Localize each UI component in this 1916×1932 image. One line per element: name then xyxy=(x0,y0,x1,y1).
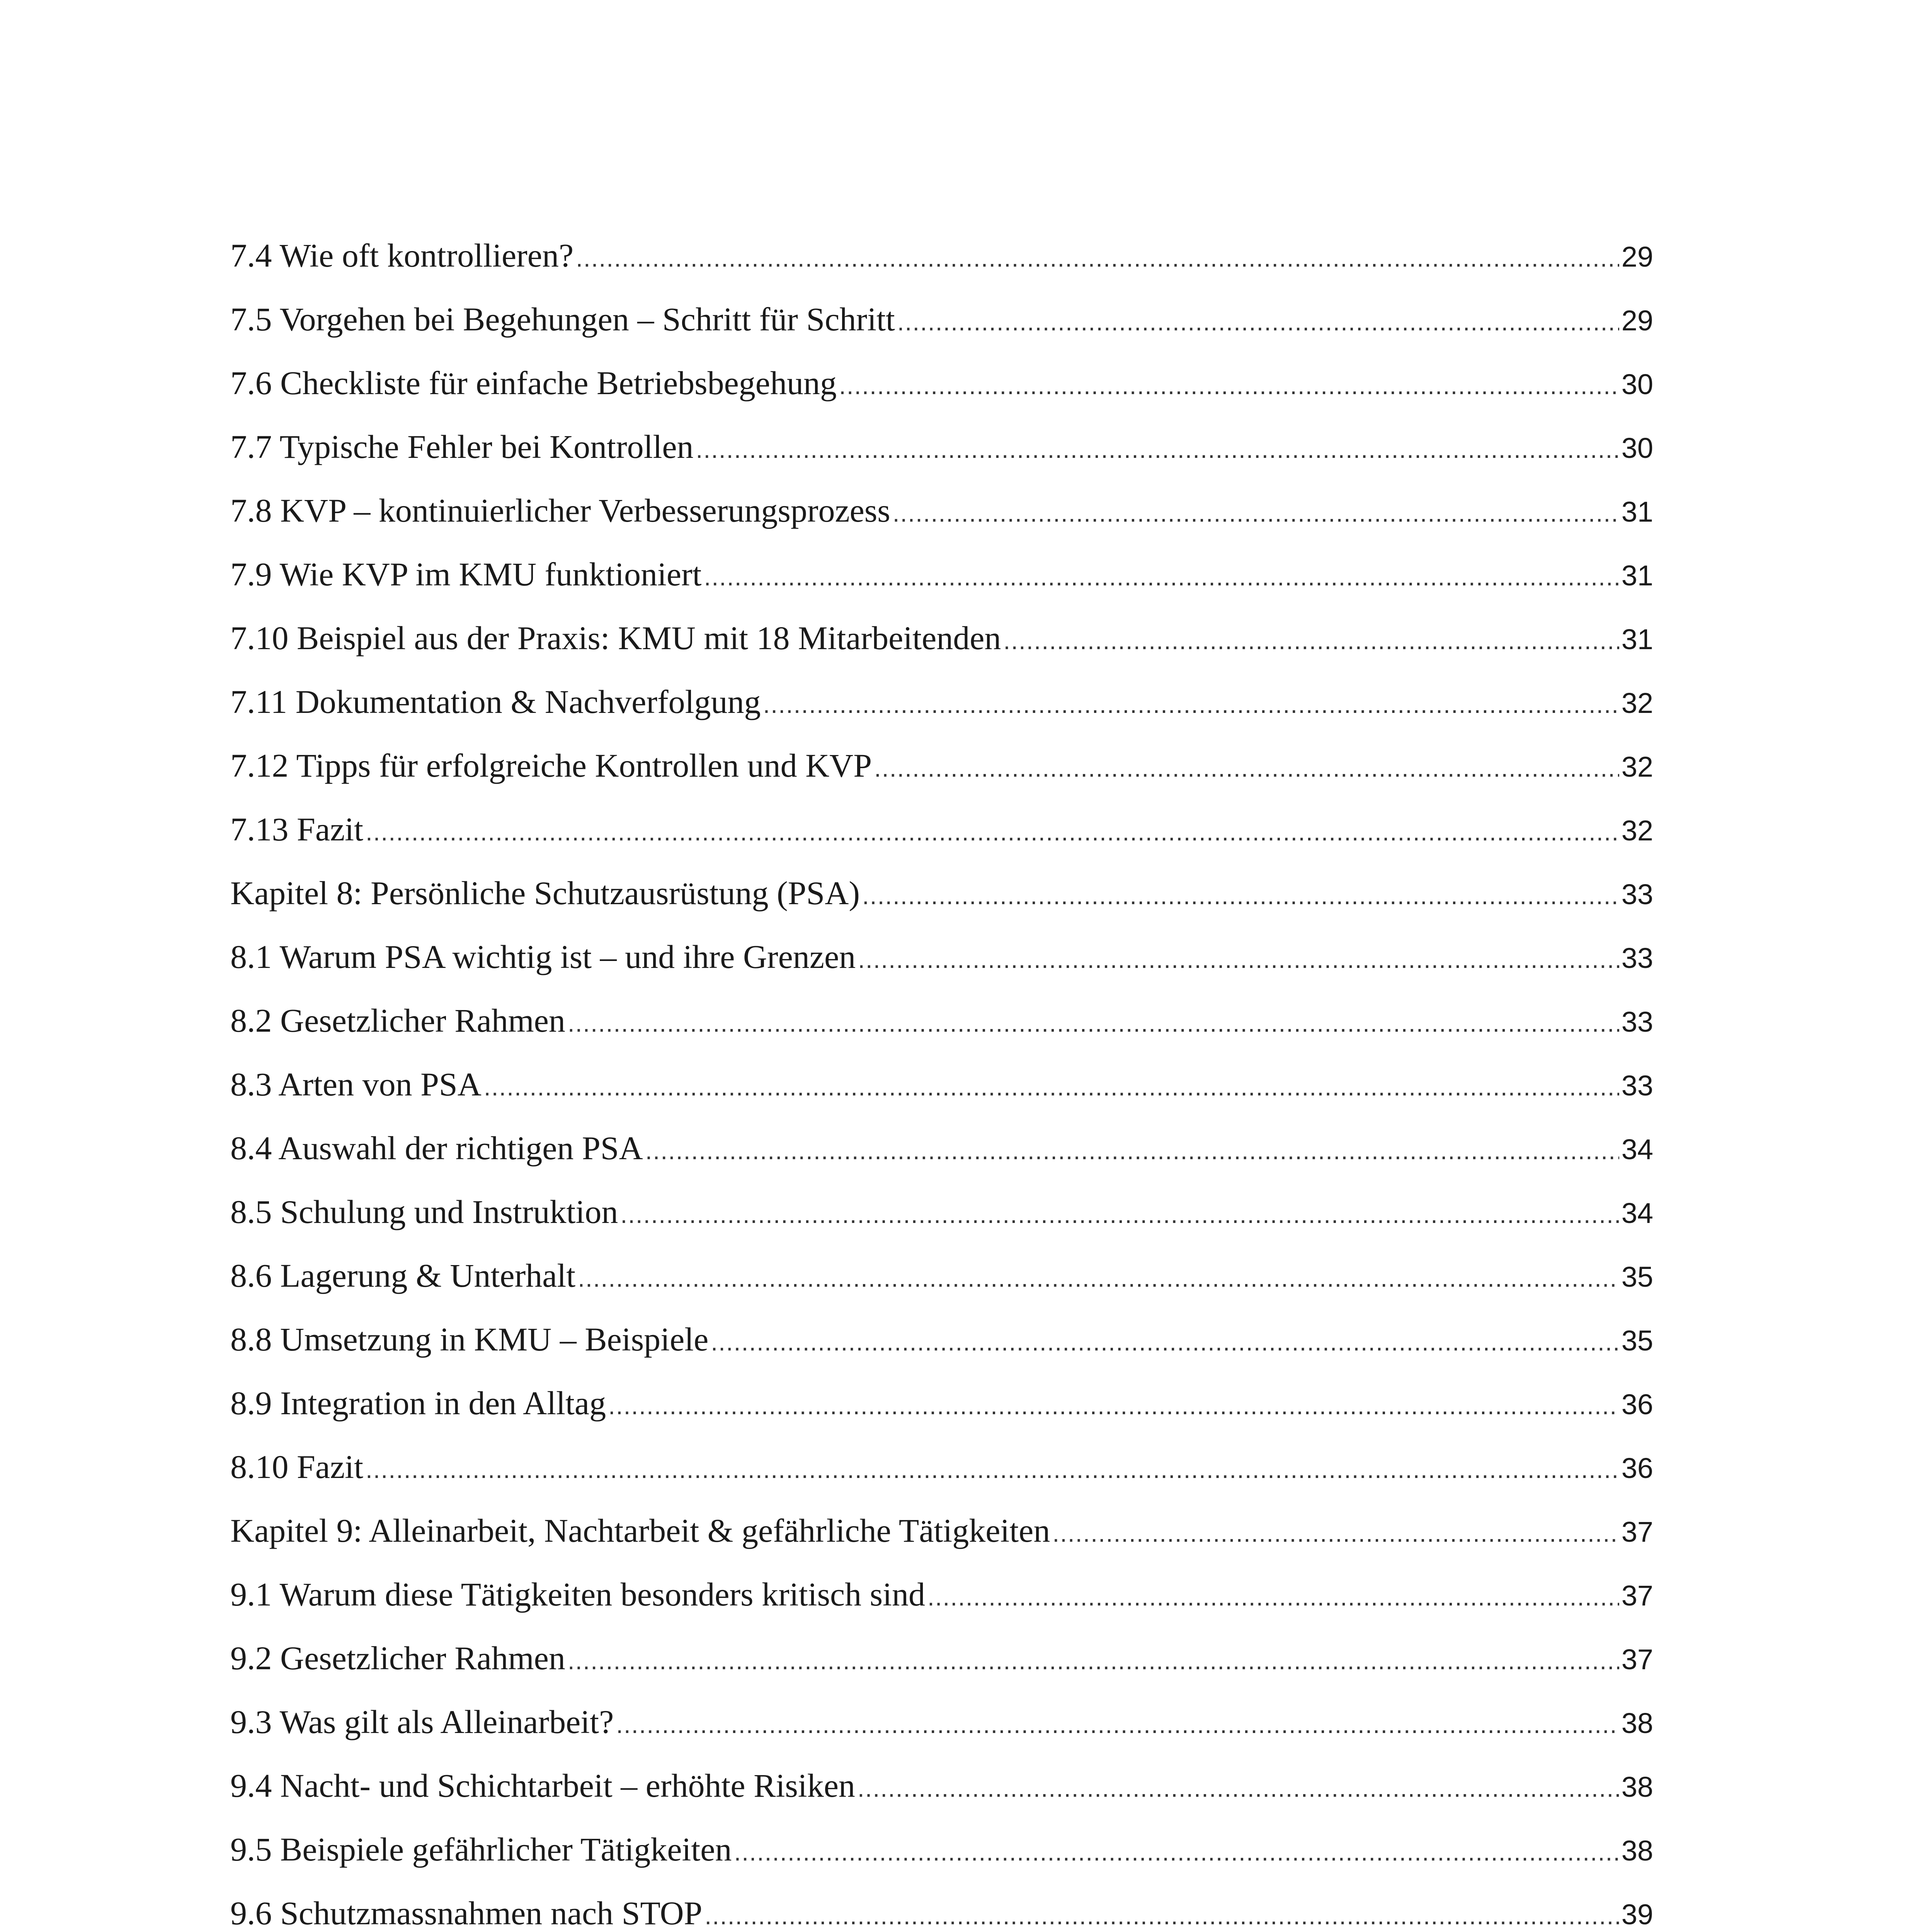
toc-entry[interactable] xyxy=(230,869,1653,933)
toc-entry[interactable] xyxy=(230,232,1653,296)
toc-entry-title: 8.5 Schulung und Instruktion xyxy=(230,1193,618,1230)
toc-leader-dots xyxy=(734,1837,1619,1867)
toc-entry[interactable] xyxy=(230,933,1653,997)
toc-entry-title: Kapitel 9: Alleinarbeit, Nachtarbeit & gefährliche Tätigkeiten xyxy=(230,1512,1050,1549)
toc-leader-dots xyxy=(578,1263,1619,1293)
toc-entry[interactable] xyxy=(230,1507,1653,1571)
toc-entry[interactable] xyxy=(230,1826,1653,1889)
toc-entry[interactable] xyxy=(230,742,1653,806)
toc-entry-page: 31 xyxy=(1621,560,1653,592)
toc-leader-dots xyxy=(366,1454,1619,1485)
toc-entry-page: 38 xyxy=(1621,1707,1653,1739)
toc-entry-page: 33 xyxy=(1621,942,1653,974)
toc-leader-dots xyxy=(608,1391,1619,1421)
toc-entry-title: 9.3 Was gilt als Alleinarbeit? xyxy=(230,1703,614,1740)
toc-entry-title: 8.6 Lagerung & Unterhalt xyxy=(230,1257,576,1294)
toc-entry[interactable] xyxy=(230,296,1653,359)
toc-entry[interactable] xyxy=(230,1379,1653,1443)
toc-entry-title: 7.10 Beispiel aus der Praxis: KMU mit 18 Mitarbeitenden xyxy=(230,619,1001,656)
toc-entry-title: 7.8 KVP – kontinuierlicher Verbesserungsprozess xyxy=(230,492,890,529)
toc-entry-page: 31 xyxy=(1621,623,1653,655)
toc-entry[interactable] xyxy=(230,1316,1653,1379)
toc-entry-title: Kapitel 8: Persönliche Schutzausrüstung (PSA) xyxy=(230,874,860,912)
toc-entry-page: 32 xyxy=(1621,687,1653,719)
toc-leader-dots xyxy=(484,1072,1619,1102)
toc-entry-page: 34 xyxy=(1621,1197,1653,1229)
toc-entry-page: 36 xyxy=(1621,1388,1653,1420)
toc-entry-page: 33 xyxy=(1621,878,1653,910)
toc-entry-title: 8.3 Arten von PSA xyxy=(230,1066,482,1103)
toc-entry-title: 9.2 Gesetzlicher Rahmen xyxy=(230,1639,565,1677)
toc-entry[interactable] xyxy=(230,997,1653,1061)
toc-leader-dots xyxy=(696,434,1619,464)
toc-leader-dots xyxy=(704,1901,1619,1931)
toc-entry[interactable] xyxy=(230,1443,1653,1507)
toc-entry-page: 30 xyxy=(1621,432,1653,464)
toc-entry-title: 7.4 Wie oft kontrollieren? xyxy=(230,237,574,274)
toc-leader-dots xyxy=(858,1773,1619,1803)
toc-entry[interactable] xyxy=(230,1252,1653,1316)
toc-entry-page: 37 xyxy=(1621,1580,1653,1612)
toc-entry-page: 38 xyxy=(1621,1835,1653,1867)
toc-entry[interactable] xyxy=(230,1889,1653,1932)
toc-leader-dots xyxy=(858,944,1619,975)
toc-entry-title: 7.5 Vorgehen bei Begehungen – Schritt für Schritt xyxy=(230,301,895,338)
toc-entry[interactable] xyxy=(230,678,1653,742)
toc-entry[interactable] xyxy=(230,1124,1653,1188)
toc-entry-title: 7.6 Checkliste für einfache Betriebsbegehung xyxy=(230,364,837,401)
toc-entry-title: 7.13 Fazit xyxy=(230,811,363,848)
toc-leader-dots xyxy=(927,1582,1619,1612)
toc-leader-dots xyxy=(893,498,1619,528)
toc-entry-page: 34 xyxy=(1621,1133,1653,1165)
toc-entry-title: 8.8 Umsetzung in KMU – Beispiele xyxy=(230,1321,709,1358)
toc-entry-title: 7.9 Wie KVP im KMU funktioniert xyxy=(230,556,702,593)
toc-leader-dots xyxy=(568,1008,1619,1038)
toc-leader-dots xyxy=(1003,626,1619,656)
toc-entry[interactable] xyxy=(230,1762,1653,1826)
toc-entry[interactable] xyxy=(230,1188,1653,1252)
toc-leader-dots xyxy=(366,817,1619,847)
toc-leader-dots xyxy=(839,371,1619,401)
toc-leader-dots xyxy=(645,1136,1619,1166)
toc-entry[interactable] xyxy=(230,1571,1653,1634)
toc-entry-page: 37 xyxy=(1621,1516,1653,1548)
toc-entry-title: 7.12 Tipps für erfolgreiche Kontrollen und KVP xyxy=(230,747,872,784)
toc-leader-dots xyxy=(576,243,1619,273)
toc-entry[interactable] xyxy=(230,1634,1653,1698)
toc-entry-page: 31 xyxy=(1621,496,1653,528)
toc-entry-page: 29 xyxy=(1621,241,1653,273)
toc-entry[interactable] xyxy=(230,487,1653,551)
toc-leader-dots xyxy=(862,881,1619,911)
toc-entry-page: 32 xyxy=(1621,815,1653,847)
toc-entry[interactable] xyxy=(230,359,1653,423)
toc-entry-page: 30 xyxy=(1621,368,1653,400)
toc-entry-title: 8.9 Integration in den Alltag xyxy=(230,1384,606,1422)
toc-leader-dots xyxy=(704,562,1619,592)
toc-leader-dots xyxy=(763,689,1619,719)
toc-entry-page: 38 xyxy=(1621,1771,1653,1803)
toc-leader-dots xyxy=(711,1327,1619,1357)
toc-entry-page: 35 xyxy=(1621,1325,1653,1357)
toc-entry-page: 35 xyxy=(1621,1261,1653,1293)
table-of-contents xyxy=(230,232,1653,1932)
toc-entry[interactable] xyxy=(230,806,1653,869)
toc-entry-page: 32 xyxy=(1621,751,1653,783)
toc-leader-dots xyxy=(620,1199,1619,1230)
toc-entry[interactable] xyxy=(230,551,1653,614)
toc-entry-page: 39 xyxy=(1621,1898,1653,1930)
toc-entry-page: 37 xyxy=(1621,1643,1653,1675)
toc-entry[interactable] xyxy=(230,423,1653,487)
toc-entry-page: 33 xyxy=(1621,1070,1653,1102)
toc-entry-title: 9.5 Beispiele gefährlicher Tätigkeiten xyxy=(230,1831,732,1868)
toc-leader-dots xyxy=(568,1646,1619,1676)
toc-entry-title: 8.2 Gesetzlicher Rahmen xyxy=(230,1002,565,1039)
toc-entry-page: 29 xyxy=(1621,304,1653,337)
toc-leader-dots xyxy=(616,1709,1619,1740)
toc-entry-page: 36 xyxy=(1621,1452,1653,1484)
toc-entry[interactable] xyxy=(230,1061,1653,1124)
toc-leader-dots xyxy=(874,753,1619,783)
toc-entry[interactable] xyxy=(230,614,1653,678)
toc-entry-title: 9.1 Warum diese Tätigkeiten besonders kritisch sind xyxy=(230,1576,925,1613)
toc-entry-page: 33 xyxy=(1621,1006,1653,1038)
toc-entry-title: 9.4 Nacht- und Schichtarbeit – erhöhte Risiken xyxy=(230,1767,855,1804)
toc-entry-title: 8.1 Warum PSA wichtig ist – und ihre Grenzen xyxy=(230,938,856,975)
toc-leader-dots xyxy=(897,307,1619,337)
toc-entry-title: 7.11 Dokumentation & Nachverfolgung xyxy=(230,683,761,720)
toc-leader-dots xyxy=(1052,1518,1619,1548)
toc-entry[interactable] xyxy=(230,1698,1653,1762)
toc-entry-title: 9.6 Schutzmassnahmen nach STOP xyxy=(230,1895,703,1932)
toc-entry-title: 8.4 Auswahl der richtigen PSA xyxy=(230,1129,643,1167)
toc-entry-title: 8.10 Fazit xyxy=(230,1448,363,1485)
toc-entry-title: 7.7 Typische Fehler bei Kontrollen xyxy=(230,428,694,465)
